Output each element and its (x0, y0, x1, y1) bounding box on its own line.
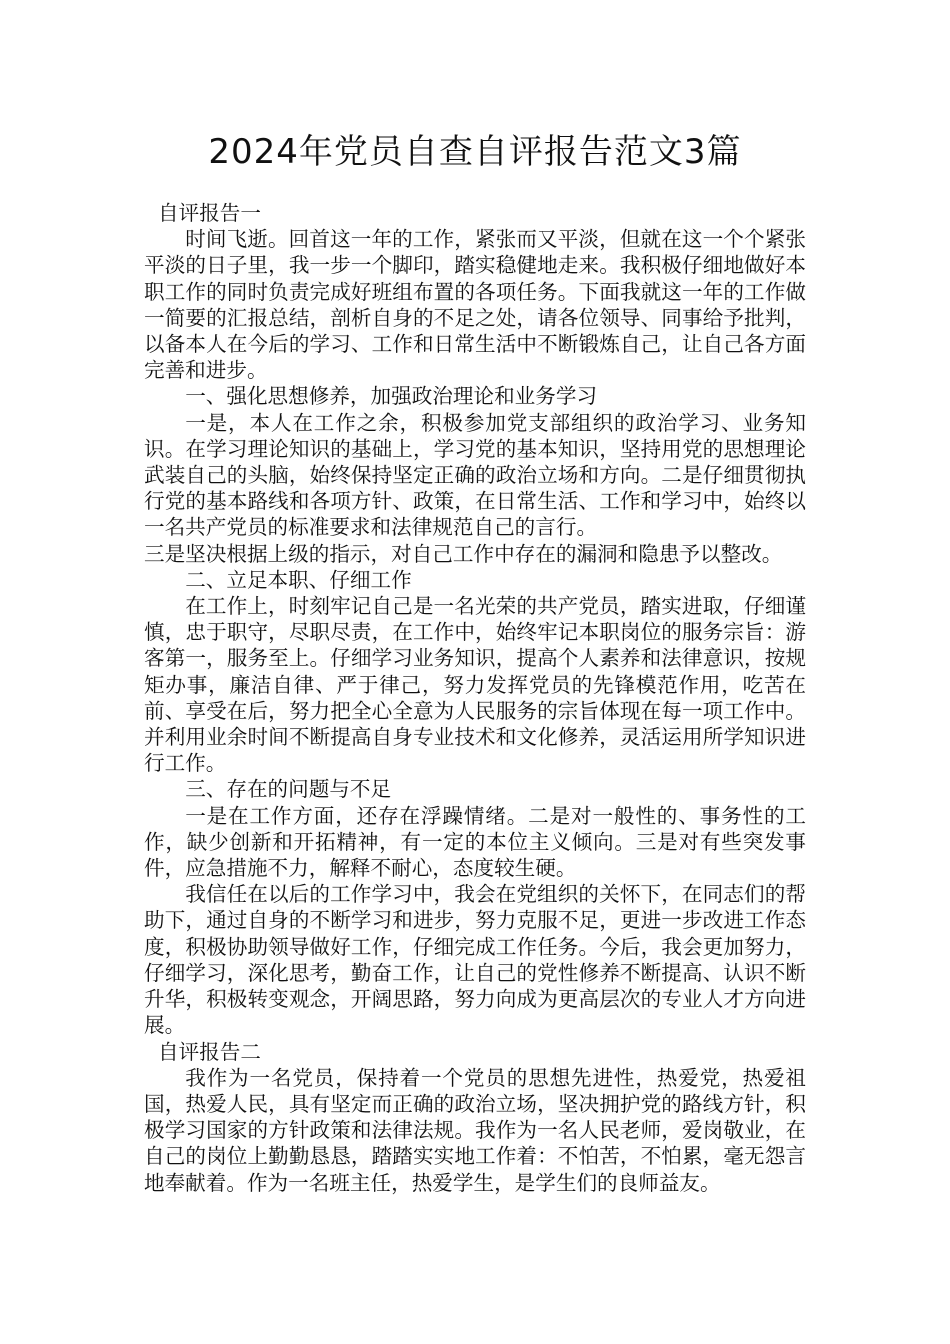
paragraph: 我作为一名党员，保持着一个党员的思想先进性，热爱党，热爱祖国，热爱人民，具有坚定而正确的政治立场，坚决拥护党的路线方针，积极学习国家的方针政策和法律法规。我作为一名人民老师，爱岗敬业，在自己的岗位上勤勤恳恳，踏踏实实地工作着：不怕苦，不怕累，毫无怨言地奉献着。作为一名班主任，热爱学生，是学生们的良师益友。 (144, 1065, 806, 1195)
paragraph: 时间飞逝。回首这一年的工作，紧张而又平淡，但就在这一个个紧张平淡的日子里，我一步一个脚印，踏实稳健地走来。我积极仔细地做好本职工作的同时负责完成好班组布置的各项任务。下面我就这一年的工作做一简要的汇报总结，剖析自身的不足之处，请各位领导、同事给予批判，以备本人在今后的学习、工作和日常生活中不断锻炼自己，让自己各方面完善和进步。 (144, 227, 806, 383)
subheading-1: 一、强化思想修养，加强政治理论和业务学习 (185, 384, 598, 409)
section-heading-report-1: 自评报告一 (158, 201, 261, 225)
paragraph: 我信任在以后的工作学习中，我会在党组织的关怀下，在同志们的帮助下，通过自身的不断学习和进步，努力克服不足，更进一步改进工作态度，积极协助领导做好工作，仔细完成工作任务。今后，我会更加努力，仔细学习，深化思考，勤奋工作，让自己的党性修养不断提高、认识不断升华，积极转变观念，开阔思路，努力向成为更高层次的专业人才方向进展。 (144, 882, 806, 1038)
section-heading-report-2: 自评报告二 (158, 1039, 261, 1064)
subheading-3: 三、存在的问题与不足 (185, 777, 392, 802)
paragraph: 一是，本人在工作之余，积极参加党支部组织的政治学习、业务知识。在学习理论知识的基础上，学习党的基本知识，坚持用党的思想理论武装自己的头脑，始终保持坚定正确的政治立场和方向。二是仔细贯彻执行党的基本路线和各项方针、政策，在日常生活、工作和学习中，始终以一名共产党员的标准要求和法律规范自己的言行。 (144, 410, 806, 540)
document-title: 2024年党员自查自评报告范文3篇 (208, 132, 742, 172)
subheading-2: 二、立足本职、仔细工作 (185, 567, 412, 592)
document-body (144, 200, 806, 1196)
paragraph: 一是在工作方面，还存在浮躁情绪。二是对一般性的、事务性的工作，缺少创新和开拓精神，有一定的本位主义倾向。三是对有些突发事件，应急措施不力，解释不耐心，态度较生硬。 (144, 803, 806, 881)
paragraph: 三是坚决根据上级的指示，对自己工作中存在的漏洞和隐患予以整改。 (144, 541, 783, 566)
paragraph: 在工作上，时刻牢记自己是一名光荣的共产党员，踏实进取，仔细谨慎，忠于职守，尽职尽责，在工作中，始终牢记本职岗位的服务宗旨：游客第一，服务至上。仔细学习业务知识，提高个人素养和法律意识，按规矩办事，廉洁自律、严于律己，努力发挥党员的先锋模范作用，吃苦在前、享受在后，努力把全心全意为人民服务的宗旨体现在每一项工作中。并利用业余时间不断提高自身专业技术和文化修养，灵活运用所学知识进行工作。 (144, 594, 806, 776)
